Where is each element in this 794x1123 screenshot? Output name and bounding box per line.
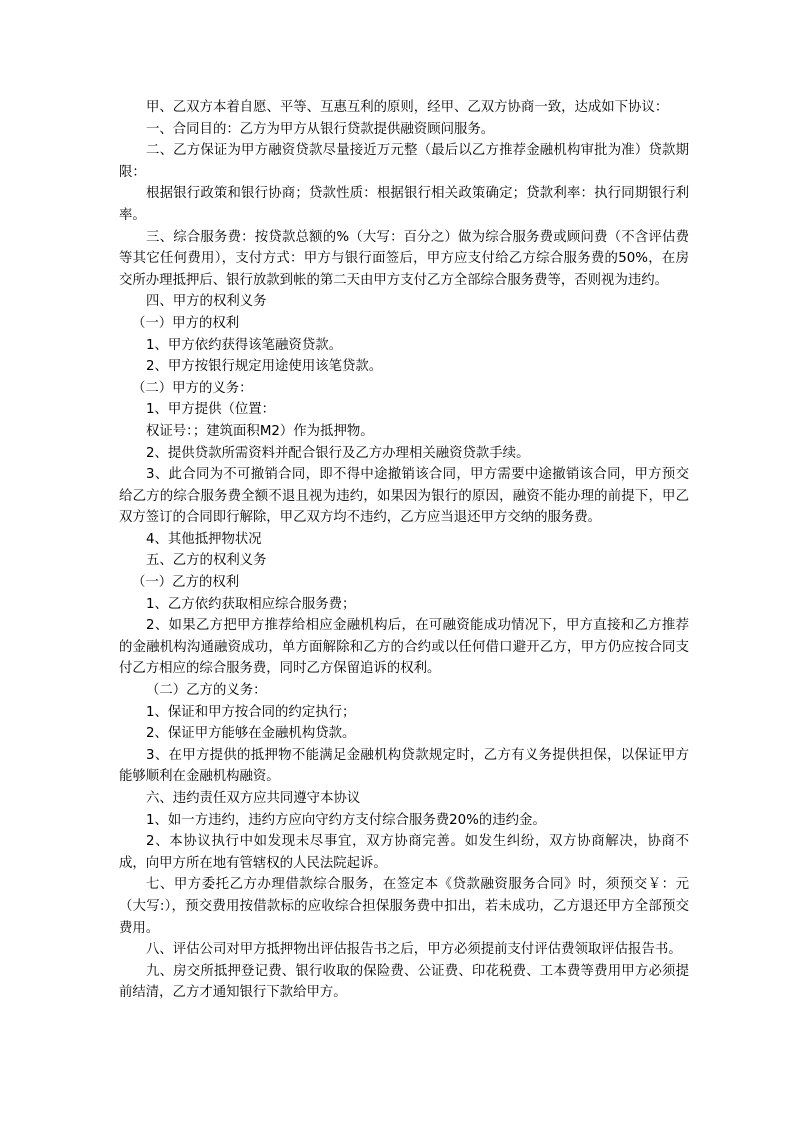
party-a-obligation-2: 2、提供贷款所需资料并配合银行及乙方办理相关融资贷款手续。 [146,445,530,461]
party-b-obligation-1: 1、保证和甲方按合同的约定执行； [146,704,356,720]
clause-2-loan-terms: 根据银行政策和银行协商；贷款性质：根据银行相关政策确定；贷款利率：执行同期银行利率。 [119,186,689,223]
breach-item-1: 1、如一方违约，违约方应向守约方支付综合服务费20%的违约金。 [146,812,546,828]
clause-9-fees: 九、房交所抵押登记费、银行收取的保险费、公证费、印花税费、工本费等费用甲方必须提前结清，乙方才通知银行下款给甲方。 [119,963,689,1001]
agreement-preamble: 甲、乙双方本着自愿、平等、互惠互利的原则，经甲、乙双方协商一致，达成如下协议： [146,100,669,115]
breach-item-2: 2、本协议执行中如发现未尽事宜，双方协商完善。如发生纠纷，双方协商解决，协商不成，向甲方所在地有管辖权的人民法院起诉。 [119,834,689,871]
clause-5-heading: 五、乙方的权利义务 [146,553,267,569]
clause-6-heading: 六、违约责任双方应共同遵守本协议 [146,791,361,806]
party-b-right-1: 1、乙方依约获取相应综合服务费； [146,596,356,612]
party-b-obligation-2: 2、保证甲方能够在金融机构贷款。 [146,726,356,742]
party-a-rights-heading: （一）甲方的权利 [132,315,240,331]
party-b-obligation-3: 3、在甲方提供的抵押物不能满足金融机构贷款规定时，乙方有义务提供担保，以保证甲方能够顺利在金融机构融资。 [119,747,689,785]
party-a-obligation-4: 4、其他抵押物状况 [146,531,262,547]
clause-1-purpose: 一、合同目的：乙方为甲方从银行贷款提供融资顾问服务。 [146,121,495,137]
party-b-obligations-heading: （二）乙方的义务： [146,683,267,699]
party-a-obligations-heading: （二）甲方的义务： [132,380,253,396]
party-b-right-2: 2、如果乙方把甲方推荐给相应金融机构后，在可融资能成功情况下，甲方直接和乙方推荐的金融机构沟通融资成功，单方面解除和乙方的合约或以任何借口避开乙方，甲方仍应按合同支付乙方相应的综合服务费，同时乙方保留追诉的权利。 [119,618,689,677]
party-b-rights-heading: （一）乙方的权利 [132,575,240,591]
clause-2-guarantee: 二、乙方保证为甲方融资贷款尽量接近万元整（最后以乙方推荐金融机构审批为准）贷款期限： [119,143,689,180]
party-a-right-2: 2、甲方按银行规定用途使用该笔贷款。 [146,359,383,375]
clause-8-appraisal: 八、评估公司对甲方抵押物出评估报告书之后，甲方必须提前支付评估费领取评估报告书。 [146,942,682,958]
party-a-right-1: 1、甲方依约获得该笔融资贷款。 [146,337,342,353]
party-a-obligation-1-detail: 权证号：；建筑面积M2）作为抵押物。 [146,423,374,439]
clause-7-prepayment: 七、甲方委托乙方办理借款综合服务，在签定本《贷款融资服务合同》时，须预交￥：元（大写:），预交费用按借款标的应收综合担保服务费中扣出，若未成功，乙方退还甲方全部预交费用。 [119,877,689,936]
party-a-obligation-1: 1、甲方提供（位置： [146,402,276,418]
clause-4-heading: 四、甲方的权利义务 [146,294,267,310]
contract-document [119,97,689,1004]
clause-3-service-fee: 三、综合服务费：按贷款总额的%（大写：百分之）做为综合服务费或顾问费（不含评估费等其它任何费用），支付方式：甲方与银行面签后，甲方应支付给乙方综合服务费的50%，在房交所办理抵押后、银行放款到帐的第二天由甲方支付乙方全部综合服务费等，否则视为违约。 [119,229,689,288]
party-a-obligation-3: 3、此合同为不可撤销合同，即不得中途撤销该合同，甲方需要中途撤销该合同，甲方预交给乙方的综合服务费全额不退且视为违约，如果因为银行的原因，融资不能办理的前提下，甲乙双方签订的合同即行解除，甲乙双方均不违约，乙方应当退还甲方交纳的服务费。 [119,467,689,526]
